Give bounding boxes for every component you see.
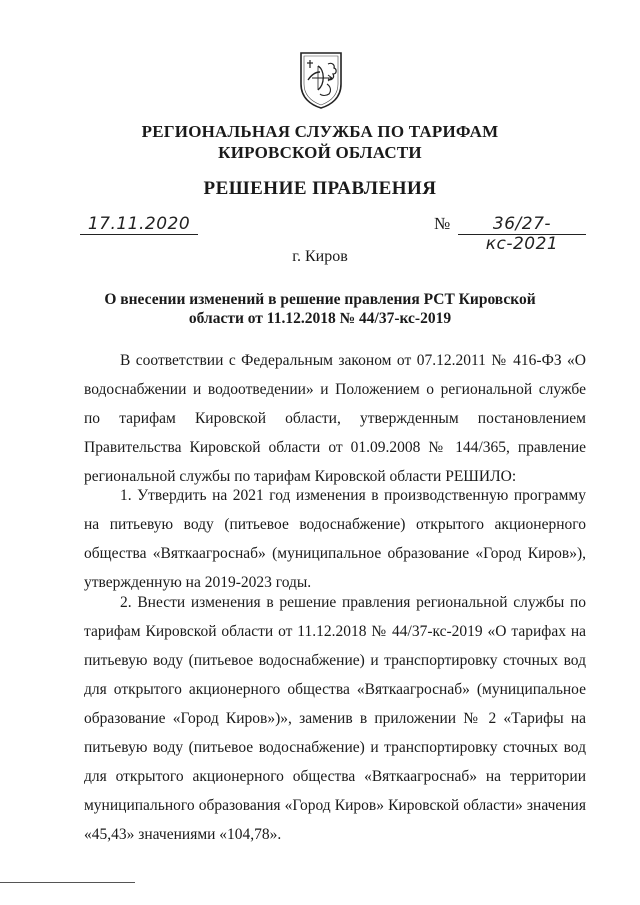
kirov-oblast-coat-of-arms-icon [298,50,344,110]
clause-2-paragraph: 2. Внести изменения в решение правления региональной службы по тарифам Кировской области от 11.12.2018 № 44/37-кс-2019 «О тарифах на питьевую воду (питьевое водоснабжение) и транспортировку сточных вод для открытого акционерного общества «Вяткаагроснаб» (муниципальное образование «Город Киров»)», заменив в приложении № 2 «Тарифы на питьевую воду (питьевое водоснабжение) и транспортировку сточных вод для открытого акционерного общества «Вяткаагроснаб» на территории муниципального образования «Город Киров» Кировской области» значения «45,43» значениями «104,78». [84,594,586,843]
document-subject: О внесении изменений в решение правления РСТ Кировской области от 11.12.2018 № 44/37-кс-2019 [104,291,536,327]
document-number: 36/27-кс-2021 [458,214,586,235]
footer-divider [0,882,135,883]
document-date: 17.11.2020 [80,214,198,235]
clause-1-paragraph: 1. Утвердить на 2021 год изменения в производственную программу на питьевую воду (питьевое водоснабжение) открытого акционерного общества «Вяткаагроснаб» (муниципальное образование «Город Киров»), утвержденную на 2019-2023 годы. [84,487,586,591]
organization-name-line2: КИРОВСКОЙ ОБЛАСТИ [218,143,422,162]
organization-name-line1: РЕГИОНАЛЬНАЯ СЛУЖБА ПО ТАРИФАМ [141,122,499,141]
preamble-paragraph: В соответствии с Федеральным законом от 07.12.2011 № 416-ФЗ «О водоснабжении и водоотведении» и Положением о региональной службе по тарифам Кировской области, утвержденным постановлением Правительства Кировской области от 01.09.2008 № 144/365, правление региональной службы по тарифам Кировской области РЕШИЛО: [84,352,586,485]
city-label: г. Киров [292,248,348,265]
number-sign: № [434,214,451,233]
document-type-title: РЕШЕНИЕ ПРАВЛЕНИЯ [203,178,437,199]
